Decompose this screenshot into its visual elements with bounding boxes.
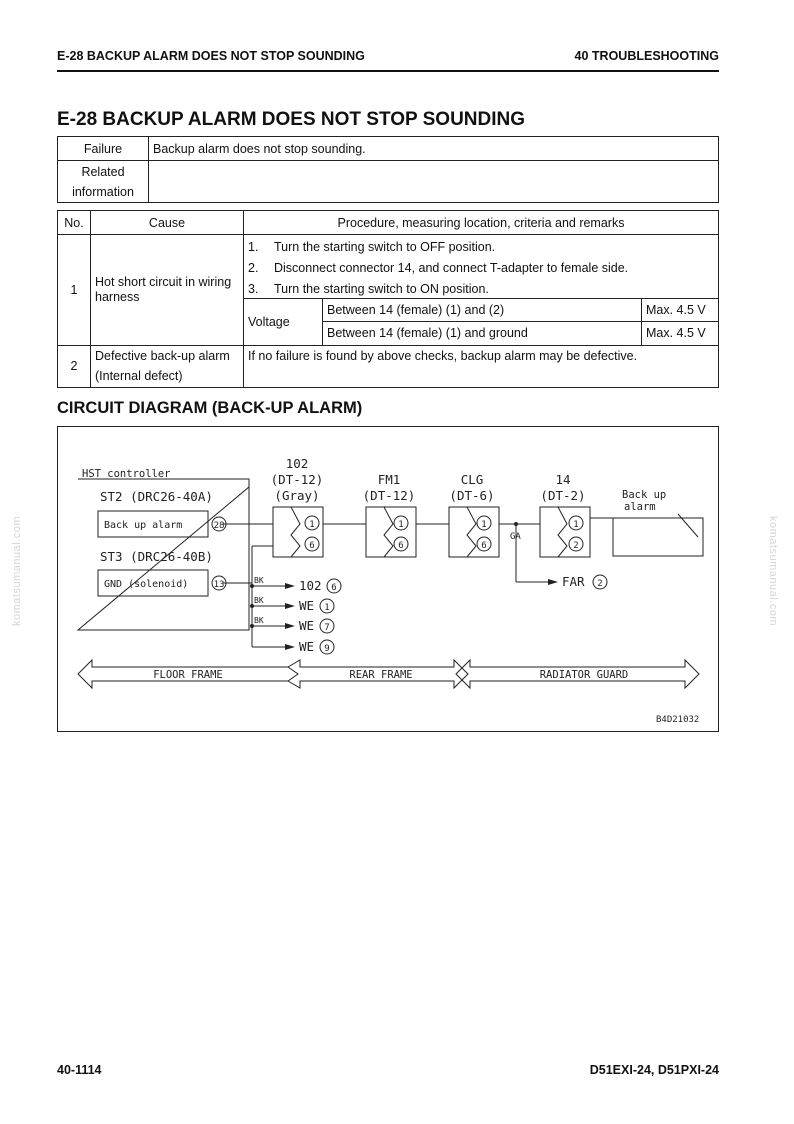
step-number: 1. (248, 240, 259, 254)
wire-color-ga: GA (510, 532, 521, 542)
failure-label: Failure (58, 137, 149, 161)
fm1-type: (DT-12) (362, 488, 416, 503)
pin-13-label: 13 (213, 580, 225, 590)
page-number: 40-1114 (57, 1063, 102, 1077)
cause-1-no: 1 (58, 235, 91, 346)
c102-type: (DT-12) (270, 472, 324, 487)
header-cause: Cause (91, 211, 244, 235)
pin-6-label: 6 (398, 541, 404, 551)
c102-name: 102 (285, 456, 309, 471)
circuit-diagram-title: CIRCUIT DIAGRAM (BACK-UP ALARM) (57, 399, 363, 417)
procedure-steps (244, 235, 718, 298)
measure-value: Max. 4.5 V (642, 299, 719, 322)
figure-code: B4D21032 (656, 715, 700, 725)
header-procedure: Procedure, measuring location, criteria and remarks (244, 211, 719, 235)
model-code: D51EXI-24, D51PXI-24 (589, 1063, 719, 1077)
measure-value: Max. 4.5 V (642, 322, 719, 345)
gnd-pin-label: GND (solenoid) (104, 579, 189, 590)
wire-color-bk: BK (254, 596, 264, 605)
measure-location: Between 14 (female) (1) and (2) (323, 299, 642, 322)
st3-label: ST3 (DRC26-40B) (100, 549, 213, 564)
pin-1-label: 1 (398, 520, 404, 530)
cause-row-2 (58, 345, 719, 387)
dest-we-pin: 9 (324, 644, 330, 654)
related-label-line1: Related (81, 164, 125, 179)
step-text: Turn the starting switch to ON position. (274, 282, 489, 296)
voltage-row (244, 299, 718, 322)
connector-fm1 (366, 507, 416, 557)
cause-2-line1: Defective back-up alarm (95, 349, 230, 363)
related-info-row (58, 161, 719, 203)
pin-1-label: 1 (573, 520, 579, 530)
radiator-guard-label: RADIATOR GUARD (539, 669, 629, 681)
pin-1-label: 1 (309, 520, 315, 530)
step-text: Turn the starting switch to OFF position. (274, 240, 496, 254)
wire-color-bk: BK (254, 576, 264, 585)
dest-we-label: WE (299, 598, 315, 613)
alarm-label-2: alarm (624, 501, 656, 513)
dest-we-pin: 1 (324, 603, 330, 613)
step-number: 3. (248, 282, 259, 296)
cause-2-line2: (Internal defect) (95, 369, 183, 383)
dest-102-pin: 6 (331, 583, 337, 593)
c102-color: (Gray) (274, 488, 320, 503)
header-no: No. (58, 211, 91, 235)
cause-table-header (58, 211, 719, 235)
failure-info-table (57, 136, 719, 203)
wire-color-bk: BK (254, 616, 264, 625)
cause-table (57, 210, 719, 388)
cause-2-remark: If no failure is found by above checks, backup alarm may be defective. (244, 345, 719, 387)
pin-2-label: 2 (573, 541, 579, 551)
clg-name: CLG (460, 472, 484, 487)
watermark-right: komatsumanual.com (767, 516, 779, 626)
cause-1-text: Hot short circuit in wiring harness (91, 235, 244, 346)
voltage-table (244, 298, 718, 345)
cause-row-1 (58, 235, 719, 346)
alarm-label-1: Back up (622, 489, 667, 501)
backup-alarm-box (613, 518, 703, 556)
pin-1-label: 1 (481, 520, 487, 530)
dest-far-pin: 2 (597, 579, 603, 589)
alarm-lead (678, 514, 698, 537)
c14-type: (DT-2) (540, 488, 586, 503)
watermark-left: komatsumanual.com (11, 516, 23, 626)
controller-label: HST controller (82, 468, 171, 480)
dest-we-label: WE (299, 618, 315, 633)
failure-value: Backup alarm does not stop sounding. (149, 137, 719, 161)
procedure-step (248, 258, 714, 279)
procedure-step (248, 237, 714, 258)
page-title: E-28 BACKUP ALARM DOES NOT STOP SOUNDING (57, 109, 526, 130)
cause-1-procedure (244, 235, 719, 346)
related-info-label (58, 161, 149, 203)
step-number: 2. (248, 261, 259, 275)
connector-102-split (291, 507, 300, 557)
step-text: Disconnect connector 14, and connect T-adapter to female side. (274, 261, 629, 275)
c14-name: 14 (555, 472, 571, 487)
pin-6-label: 6 (481, 541, 487, 551)
dest-we-label: WE (299, 639, 315, 654)
voltage-label: Voltage (244, 299, 323, 345)
floor-frame-label: FLOOR FRAME (153, 669, 223, 681)
fm1-name: FM1 (377, 472, 401, 487)
failure-row (58, 137, 719, 161)
st2-label: ST2 (DRC26-40A) (100, 489, 213, 504)
connector-fm1-split (384, 507, 393, 557)
connector-14 (540, 507, 590, 557)
clg-type: (DT-6) (449, 488, 495, 503)
page-header (57, 48, 719, 72)
circuit-diagram (57, 426, 719, 732)
cause-2-text (91, 345, 244, 387)
related-label-line2: information (72, 184, 134, 199)
header-section-title: E-28 BACKUP ALARM DOES NOT STOP SOUNDING (57, 49, 365, 63)
pin-28-label: 28 (213, 521, 225, 531)
pin-6-label: 6 (309, 541, 315, 551)
dest-we-pin: 7 (324, 623, 330, 633)
rear-frame-label: REAR FRAME (349, 669, 413, 681)
procedure-step (248, 279, 714, 300)
header-chapter-title: 40 TROUBLESHOOTING (574, 49, 719, 63)
backup-alarm-pin-label: Back up alarm (104, 520, 183, 531)
dest-far-label: FAR (562, 574, 585, 589)
connector-clg (449, 507, 499, 557)
related-info-value (149, 161, 719, 203)
connector-14-split (558, 507, 567, 557)
dest-102-label: 102 (299, 578, 322, 593)
connector-clg-split (467, 507, 476, 557)
cause-2-no: 2 (58, 345, 91, 387)
circuit-diagram-svg (58, 427, 720, 733)
measure-location: Between 14 (female) (1) and ground (323, 322, 642, 345)
